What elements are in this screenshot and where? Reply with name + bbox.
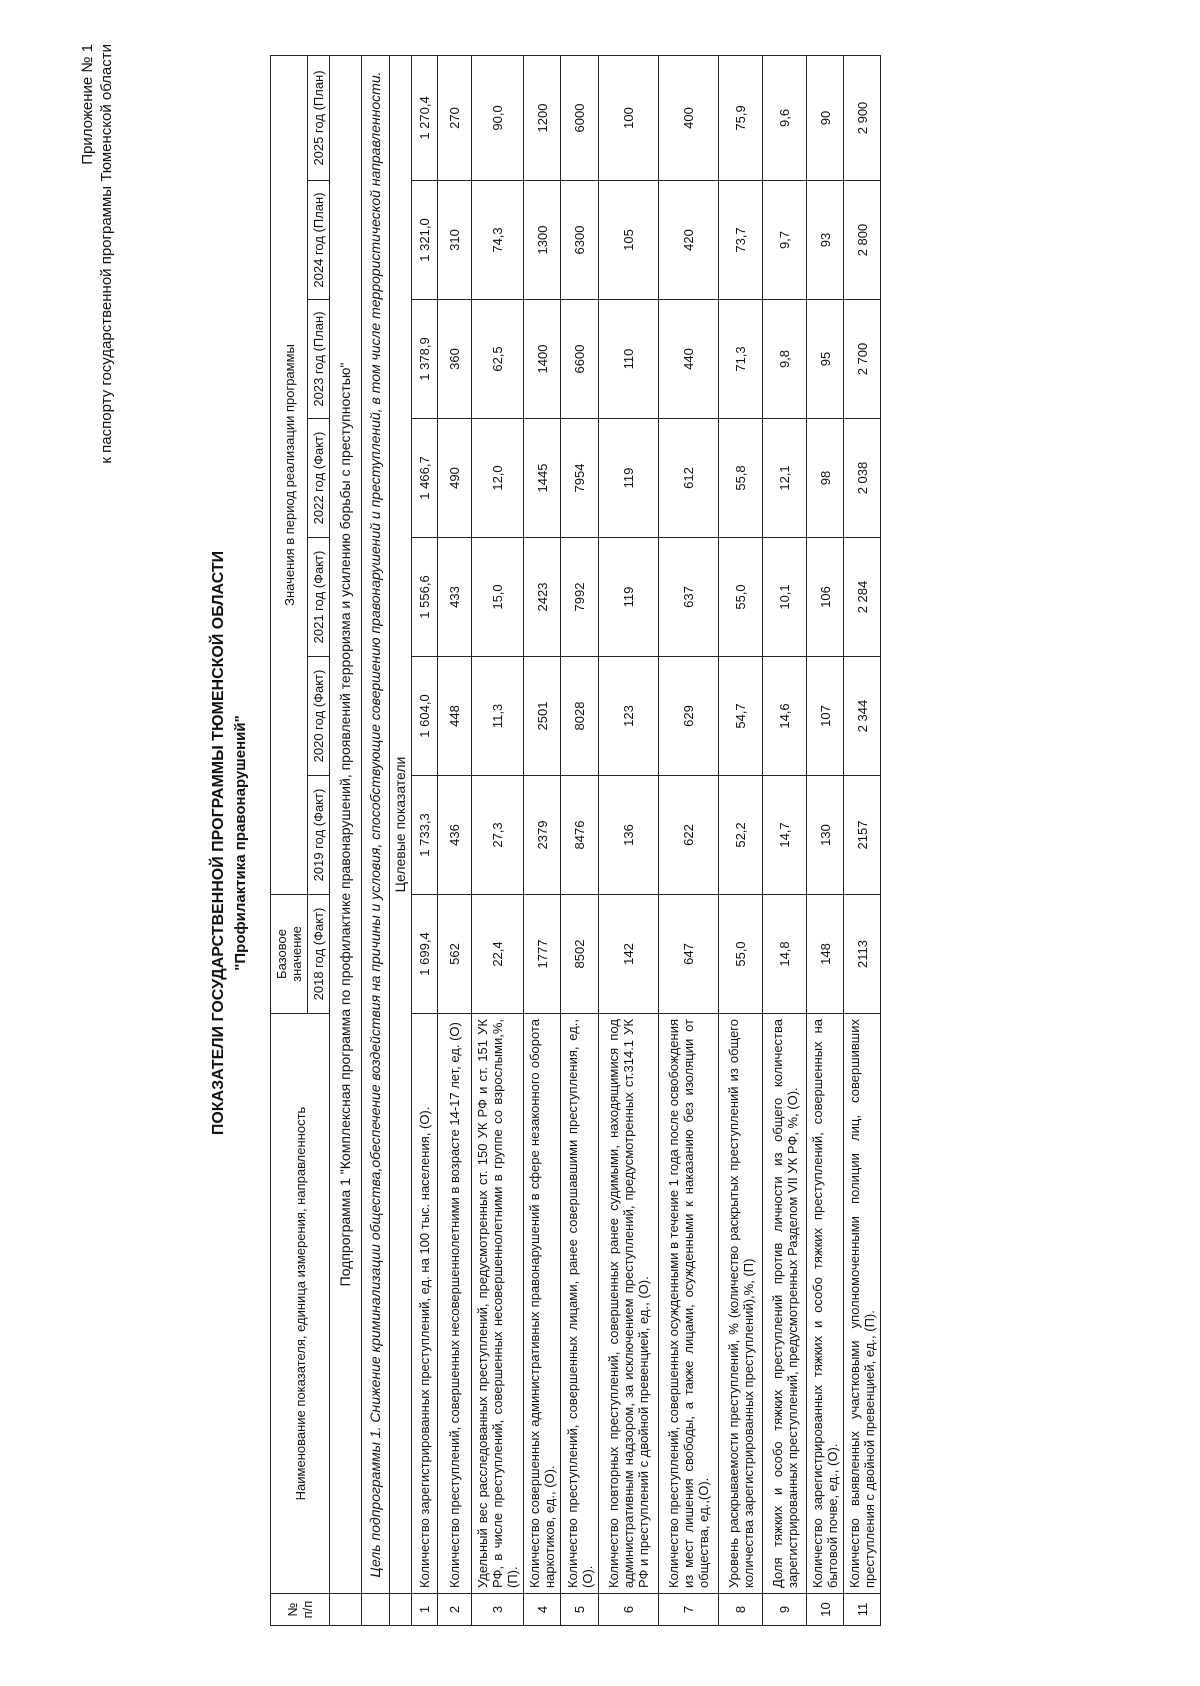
indicator-value: 8502 xyxy=(561,895,599,1014)
indicator-value: 562 xyxy=(438,895,472,1014)
indicator-name: Количество совершенных административных правонарушений в сфере незаконного оборота наркотиков, ед., (О). xyxy=(524,1014,561,1594)
indicator-value: 15,0 xyxy=(472,538,524,657)
indicator-value: 1 466,7 xyxy=(412,419,438,538)
table-row xyxy=(763,55,807,1625)
indicator-name: Количество повторных преступлений, совершенных ранее судимыми, находящимися под административным надзором, за исключением преступлений, предусмотренных ст.314.1 УК РФ и преступлений с двойной превенцией, ед., (О). xyxy=(599,1014,659,1594)
table-row xyxy=(719,55,763,1625)
indicator-value: 12,1 xyxy=(763,419,807,538)
indicator-value: 270 xyxy=(438,55,472,180)
col-base-header: Базовое значение xyxy=(271,895,308,1014)
indicator-value: 1 270,4 xyxy=(412,55,438,180)
indicator-value: 8476 xyxy=(561,776,599,895)
row-number: 10 xyxy=(807,1594,844,1626)
indicator-value: 647 xyxy=(659,895,719,1014)
row-number: 8 xyxy=(719,1594,763,1626)
indicator-value: 9,7 xyxy=(763,181,807,300)
indicator-value: 148 xyxy=(807,895,844,1014)
empty-cell xyxy=(390,1594,412,1626)
indicator-name: Количество преступлений, совершенных лицами, ранее совершавшими преступления, ед., (О). xyxy=(561,1014,599,1594)
indicator-value: 1200 xyxy=(524,55,561,180)
col-period-header: Значения в период реализации программы xyxy=(271,55,308,894)
indicator-value: 54,7 xyxy=(719,657,763,776)
indicator-value: 1 378,9 xyxy=(412,300,438,419)
indicator-value: 22,4 xyxy=(472,895,524,1014)
row-number: 4 xyxy=(524,1594,561,1626)
year-header: 2020 год (Факт) xyxy=(308,657,330,776)
indicator-value: 2 800 xyxy=(844,181,881,300)
indicator-value: 52,2 xyxy=(719,776,763,895)
subprogram-goal: Цель подпрограммы 1. Снижение криминализации общества,обеспечение воздействия на причины и условия, способствующие совершению правонарушений и преступлений, в том числе террористической направленности. xyxy=(362,55,390,1593)
indicator-value: 6600 xyxy=(561,300,599,419)
indicator-value: 75,9 xyxy=(719,55,763,180)
table-row xyxy=(659,55,719,1625)
indicator-value: 440 xyxy=(659,300,719,419)
indicator-value: 1400 xyxy=(524,300,561,419)
row-number: 2 xyxy=(438,1594,472,1626)
table-row xyxy=(561,55,599,1625)
indicator-value: 2157 xyxy=(844,776,881,895)
indicator-value: 2 900 xyxy=(844,55,881,180)
appendix-header xyxy=(78,44,116,464)
indicator-value: 1 556,6 xyxy=(412,538,438,657)
indicator-value: 2113 xyxy=(844,895,881,1014)
indicator-value: 310 xyxy=(438,181,472,300)
indicator-value: 7992 xyxy=(561,538,599,657)
target-indicators-header: Целевые показатели xyxy=(390,55,412,1593)
indicator-value: 73,7 xyxy=(719,181,763,300)
indicator-value: 2379 xyxy=(524,776,561,895)
document-title: ПОКАЗАТЕЛИ ГОСУДАРСТВЕННОЙ ПРОГРАММЫ ТЮМЕНСКОЙ ОБЛАСТИ xyxy=(210,550,227,1136)
table-row xyxy=(438,55,472,1625)
indicator-value: 90,0 xyxy=(472,55,524,180)
indicator-name: Количество выявленных участковыми уполномоченными полиции лиц, совершивших преступления с двойной превенцией, ед., (П). xyxy=(844,1014,881,1594)
indicator-name: Удельный вес расследованных преступлений, предусмотренных ст. 150 УК РФ и ст. 151 УК РФ, в числе преступлений, совершенных несовершеннолетними в группе со взрослыми,%, (П). xyxy=(472,1014,524,1594)
empty-cell xyxy=(362,1594,390,1626)
indicator-value: 14,6 xyxy=(763,657,807,776)
indicator-value: 8028 xyxy=(561,657,599,776)
row-number: 11 xyxy=(844,1594,881,1626)
indicator-value: 71,3 xyxy=(719,300,763,419)
indicator-value: 2501 xyxy=(524,657,561,776)
indicator-value: 1 699,4 xyxy=(412,895,438,1014)
indicator-value: 629 xyxy=(659,657,719,776)
indicator-value: 106 xyxy=(807,538,844,657)
indicator-value: 400 xyxy=(659,55,719,180)
table-row xyxy=(412,55,438,1625)
document-subtitle: "Профилактика правонарушений" xyxy=(232,715,249,971)
indicator-name: Количество зарегистрированных преступлений, ед. на 100 тыс. населения, (О). xyxy=(412,1014,438,1594)
year-header: 2023 год (План) xyxy=(308,300,330,419)
indicator-value: 27,3 xyxy=(472,776,524,895)
indicator-value: 14,8 xyxy=(763,895,807,1014)
indicator-value: 1300 xyxy=(524,181,561,300)
indicator-value: 12,0 xyxy=(472,419,524,538)
year-header: 2024 год (План) xyxy=(308,181,330,300)
year-header: 2022 год (Факт) xyxy=(308,419,330,538)
indicator-value: 130 xyxy=(807,776,844,895)
indicator-value: 6000 xyxy=(561,55,599,180)
indicator-value: 7954 xyxy=(561,419,599,538)
indicator-value: 55,0 xyxy=(719,538,763,657)
indicator-name: Количество преступлений, совершенных несовершеннолетними в возрасте 14-17 лет, ед. (О) xyxy=(438,1014,472,1594)
indicator-value: 95 xyxy=(807,300,844,419)
indicator-value: 2 700 xyxy=(844,300,881,419)
indicator-value: 9,8 xyxy=(763,300,807,419)
indicator-value: 55,0 xyxy=(719,895,763,1014)
year-header: 2018 год (Факт) xyxy=(308,895,330,1014)
indicator-value: 1445 xyxy=(524,419,561,538)
indicator-value: 490 xyxy=(438,419,472,538)
indicator-name: Уровень раскрываемости преступлений, % (количество раскрытых преступлений из общего количества зарегистрированных преступлений),%, (П) xyxy=(719,1014,763,1594)
year-header: 2025 год (План) xyxy=(308,55,330,180)
indicator-value: 420 xyxy=(659,181,719,300)
indicators-table xyxy=(270,55,881,1626)
indicator-value: 136 xyxy=(599,776,659,895)
indicator-value: 14,7 xyxy=(763,776,807,895)
indicator-value: 622 xyxy=(659,776,719,895)
indicator-value: 436 xyxy=(438,776,472,895)
indicator-value: 100 xyxy=(599,55,659,180)
indicator-value: 1 321,0 xyxy=(412,181,438,300)
indicator-value: 142 xyxy=(599,895,659,1014)
indicator-value: 6300 xyxy=(561,181,599,300)
indicator-value: 98 xyxy=(807,419,844,538)
indicator-name: Количество зарегистрированных тяжких и особо тяжких преступлений, совершенных на бытовой почве, ед., (О). xyxy=(807,1014,844,1594)
indicator-value: 2 038 xyxy=(844,419,881,538)
indicator-value: 90 xyxy=(807,55,844,180)
appendix-number: Приложение № 1 xyxy=(79,44,96,165)
target-header-row xyxy=(390,55,412,1625)
row-number: 1 xyxy=(412,1594,438,1626)
table-row xyxy=(807,55,844,1625)
indicator-value: 105 xyxy=(599,181,659,300)
col-name-header: Наименование показателя, единица измерения, направленность xyxy=(271,1014,330,1594)
indicator-value: 2 344 xyxy=(844,657,881,776)
indicator-value: 119 xyxy=(599,419,659,538)
indicator-name: Количество преступлений, совершенных осужденными в течение 1 года после освобождения из мест лишения свободы, а также лицами, осужденными к наказанию без изоляции от общества, ед.,(О). xyxy=(659,1014,719,1594)
indicator-value: 360 xyxy=(438,300,472,419)
indicator-value: 433 xyxy=(438,538,472,657)
indicator-value: 62,5 xyxy=(472,300,524,419)
indicator-value: 1 604,0 xyxy=(412,657,438,776)
appendix-reference: к паспорту государственной программы Тюменской области xyxy=(98,44,115,464)
indicator-value: 10,1 xyxy=(763,538,807,657)
indicator-name: Доля тяжких и особо тяжких преступлений против личности из общего количества зарегистрированных преступлений, предусмотренных Разделом VII УК РФ, %, (О). xyxy=(763,1014,807,1594)
row-number: 9 xyxy=(763,1594,807,1626)
row-number: 7 xyxy=(659,1594,719,1626)
row-number: 5 xyxy=(561,1594,599,1626)
row-number: 3 xyxy=(472,1594,524,1626)
indicator-value: 11,3 xyxy=(472,657,524,776)
indicator-value: 74,3 xyxy=(472,181,524,300)
indicator-value: 93 xyxy=(807,181,844,300)
indicator-value: 2 284 xyxy=(844,538,881,657)
year-header: 2019 год (Факт) xyxy=(308,776,330,895)
table-row xyxy=(844,55,881,1625)
indicator-value: 55,8 xyxy=(719,419,763,538)
table-row xyxy=(524,55,561,1625)
indicator-value: 637 xyxy=(659,538,719,657)
indicator-value: 110 xyxy=(599,300,659,419)
indicator-value: 9,6 xyxy=(763,55,807,180)
subprogram-title: Подпрограмма 1 "Комплексная программа по профилактике правонарушений, проявлений терроризма и усилению борьбы с преступностью" xyxy=(330,55,362,1593)
indicator-value: 448 xyxy=(438,657,472,776)
indicator-value: 119 xyxy=(599,538,659,657)
subprogram-row xyxy=(330,55,362,1625)
indicator-value: 123 xyxy=(599,657,659,776)
indicator-value: 2423 xyxy=(524,538,561,657)
indicator-value: 1777 xyxy=(524,895,561,1014)
indicator-value: 612 xyxy=(659,419,719,538)
indicator-value: 107 xyxy=(807,657,844,776)
row-number: 6 xyxy=(599,1594,659,1626)
indicator-value: 1 733,3 xyxy=(412,776,438,895)
col-number-header: № п/п xyxy=(271,1594,330,1626)
empty-cell xyxy=(330,1594,362,1626)
table-row xyxy=(599,55,659,1625)
year-header: 2021 год (Факт) xyxy=(308,538,330,657)
table-row xyxy=(472,55,524,1625)
goal-row xyxy=(362,55,390,1625)
header-row-1 xyxy=(271,55,308,1625)
